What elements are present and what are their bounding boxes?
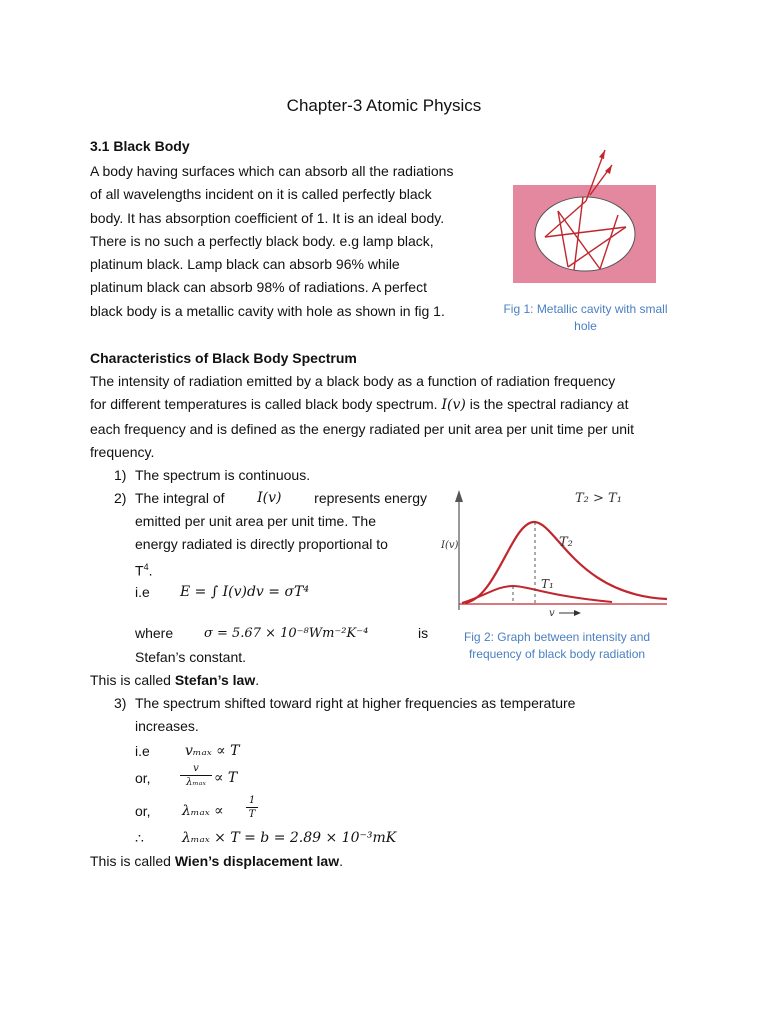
para-line: platinum black. Lamp black can absorb 96% while xyxy=(90,256,400,273)
fraction-numerator: 1 xyxy=(248,795,256,806)
item-2-line2: emitted per unit area per unit time. The xyxy=(135,513,376,529)
graph-axes xyxy=(455,490,667,610)
item-3-number: 3) xyxy=(114,695,127,711)
exponent: 4 xyxy=(143,562,149,572)
item-3-or-1: or, xyxy=(135,770,151,786)
para-line: platinum black can absorb 98% of radiations. A perfect xyxy=(90,279,427,296)
x-axis-label: v xyxy=(549,608,555,619)
item-text: . xyxy=(148,562,153,579)
therefore-symbol: ∴ xyxy=(135,830,144,846)
label-t2: T₂ xyxy=(559,535,573,550)
item-2-number: 2) xyxy=(114,490,127,506)
wien-eq-1: vₘₐₓ ∝ T xyxy=(185,743,240,759)
para-line: body. It has absorption coefficient of 1. It is an ideal body. xyxy=(90,209,445,226)
math-i-of-v: I(v) xyxy=(257,490,282,506)
stefan-law: Stefan’s law xyxy=(174,672,256,688)
line-text: This is called xyxy=(90,853,175,869)
para-line: A body having surfaces which can absorb all the radiations xyxy=(90,163,454,179)
item-2-ie: i.e xyxy=(135,584,150,600)
item-3-ie: i.e xyxy=(135,743,150,759)
item-line: The spectrum shifted toward right at higher frequencies as temperature xyxy=(135,695,576,711)
item-text: represents energy xyxy=(314,490,427,506)
fig1-metallic-cavity xyxy=(500,145,670,295)
section-heading-black-body: 3.1 Black Body xyxy=(90,138,190,154)
incoming-arrow-icon xyxy=(599,150,605,159)
wien-eq-3-fraction xyxy=(246,794,258,821)
y-axis-label: I(v) xyxy=(441,540,459,551)
x-axis-arrow-icon xyxy=(559,610,581,616)
wien-law: Wien’s displacement law xyxy=(174,853,340,869)
caption-line: Fig 1: Metallic cavity with small xyxy=(503,302,668,316)
para-line: black body is a metallic cavity with hole as shown in fig 1. xyxy=(90,302,445,319)
spectrum-paragraph xyxy=(90,370,678,464)
sigma-equation: σ = 5.67 × 10⁻⁸Wm⁻²K⁻⁴ xyxy=(204,626,369,641)
item-2-line1 xyxy=(135,487,427,510)
page-title: Chapter-3 Atomic Physics xyxy=(286,96,482,115)
stefan-constant: Stefan’s constant. xyxy=(135,649,247,665)
item-2-line4 xyxy=(135,556,152,583)
item-2-where: where xyxy=(135,625,174,641)
math-i-of-v: I(v) xyxy=(441,397,466,414)
label-t1: T₁ xyxy=(541,577,554,591)
label-t2-gt-t1: T₂ > T₁ xyxy=(575,491,622,506)
caption-line: frequency of black body radiation xyxy=(468,647,646,661)
para-text: is the spectral radiancy at xyxy=(469,396,629,413)
item-line: increases. xyxy=(135,718,199,735)
para-line: The intensity of radiation emitted by a black body as a function of radiation frequency xyxy=(90,373,616,389)
fig1-caption xyxy=(488,301,683,335)
wien-law-line: This is called Wien’s displacement law. xyxy=(90,853,343,869)
wien-eq-2-rhs: ∝ T xyxy=(214,770,238,786)
wien-eq-3-lhs: λₘₐₓ ∝ xyxy=(182,803,224,819)
item-1-text: The spectrum is continuous. xyxy=(135,467,311,483)
stefan-equation: E = ∫ I(v)dv = σT⁴ xyxy=(180,584,309,600)
wien-eq-2-fraction xyxy=(180,762,212,789)
item-text: The integral of xyxy=(135,490,225,506)
caption-line: hole xyxy=(574,319,597,333)
section-heading-spectrum: Characteristics of Black Body Spectrum xyxy=(90,350,357,366)
para-line xyxy=(90,393,678,417)
wien-eq-4: λₘₐₓ × T = b = 2.89 × 10⁻³mK xyxy=(182,830,397,846)
para-line: of all wavelengths incident on it is called perfectly black xyxy=(90,186,432,203)
item-2-is: is xyxy=(418,625,429,641)
cavity-interior xyxy=(535,197,635,271)
item-3-text xyxy=(135,692,678,739)
para-line: frequency. xyxy=(90,443,155,460)
item-1-number: 1) xyxy=(114,467,127,483)
fig2-spectrum-graph xyxy=(437,470,677,620)
fraction-numerator: v xyxy=(193,763,199,774)
item-2-line3: energy radiated is directly proportional to xyxy=(135,536,388,552)
para-line: There is no such a perfectly black body. e.g lamp black, xyxy=(90,232,434,249)
black-body-paragraph xyxy=(90,160,480,323)
line-text: This is called xyxy=(90,672,175,688)
fraction-denominator: λₘₐₓ xyxy=(180,775,212,789)
item-text: T xyxy=(135,562,144,579)
stefan-law-line: This is called Stefan’s law. xyxy=(90,672,260,688)
item-3-or-2: or, xyxy=(135,803,151,819)
caption-line: Fig 2: Graph between intensity and xyxy=(463,630,651,644)
para-line: each frequency and is defined as the energy radiated per unit area per unit time per unit xyxy=(90,420,635,437)
fraction-denominator: T xyxy=(246,807,258,821)
para-text: for different temperatures is called black body spectrum. xyxy=(90,396,438,413)
fig2-caption xyxy=(447,629,667,663)
